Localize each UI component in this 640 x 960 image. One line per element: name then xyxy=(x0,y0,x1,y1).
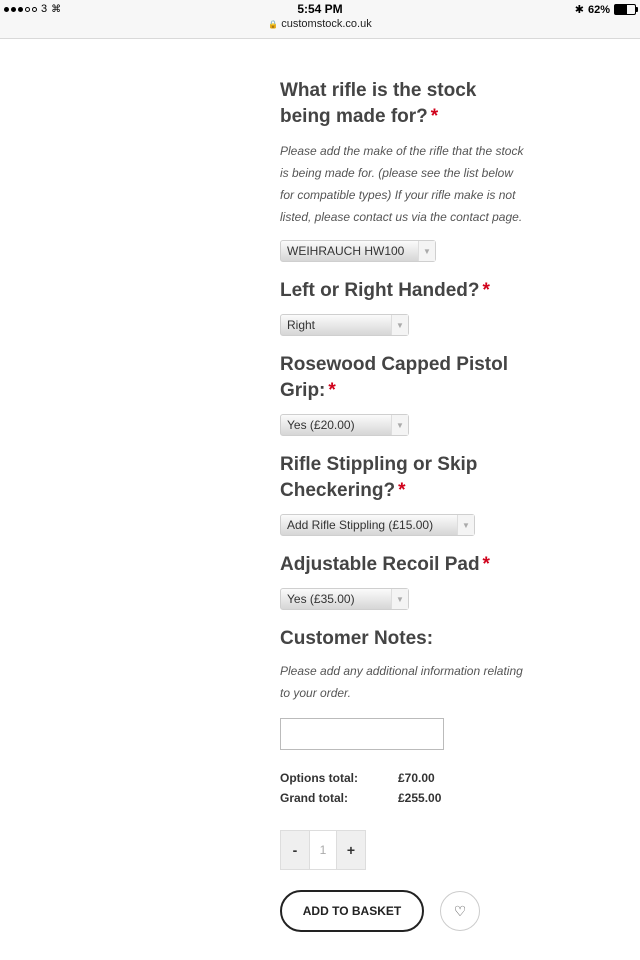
grip-question-title: Rosewood Capped Pistol Grip: * xyxy=(280,354,509,401)
grand-total-label: Grand total: xyxy=(280,791,348,805)
wishlist-button[interactable] xyxy=(440,891,480,931)
grip-select-value: Yes (£20.00) xyxy=(287,418,355,432)
wifi-icon: ⌘ xyxy=(51,3,62,15)
add-to-basket-button[interactable]: ADD TO BASKET xyxy=(280,890,424,932)
quantity-decrease-button[interactable]: - xyxy=(281,831,309,869)
rifle-option xyxy=(280,78,530,262)
stippling-option xyxy=(280,452,530,536)
required-marker: * xyxy=(430,106,439,127)
recoil-question-title: Adjustable Recoil Pad * xyxy=(280,554,490,575)
grand-total-row xyxy=(280,788,530,808)
quantity-increase-button[interactable]: + xyxy=(337,831,365,869)
status-bar xyxy=(0,0,640,39)
required-marker: * xyxy=(328,380,336,401)
options-total-row xyxy=(280,768,530,788)
lock-icon: 🔒 xyxy=(268,20,279,29)
battery-area xyxy=(575,3,636,16)
notes-title: Customer Notes: xyxy=(280,628,434,649)
handed-select-value: Right xyxy=(287,318,316,332)
rifle-description: Please add the make of the rifle that the stock is being made for. (please see the list below for compatible types) If your rifle make is not listed, please contact us via the contact page. xyxy=(280,144,524,224)
grand-total-value: £255.00 xyxy=(398,791,442,805)
carrier-name: 3 xyxy=(41,3,48,15)
rifle-select[interactable] xyxy=(280,240,436,262)
notes-option xyxy=(280,626,530,750)
stippling-question-title: Rifle Stippling or Skip Checkering? * xyxy=(280,454,478,501)
quantity-input[interactable]: 1 xyxy=(309,831,337,869)
notes-description: Please add any additional information relating to your order. xyxy=(280,664,523,700)
chevron-down-icon: ▼ xyxy=(391,415,408,435)
battery-percent: 62% xyxy=(587,3,610,16)
rifle-question-title: What rifle is the stock being made for? * xyxy=(280,80,477,127)
stippling-select[interactable] xyxy=(280,514,475,536)
price-totals xyxy=(280,768,530,808)
chevron-down-icon: ▼ xyxy=(418,241,435,261)
recoil-option xyxy=(280,552,530,610)
handed-option xyxy=(280,278,530,336)
battery-icon xyxy=(614,4,636,15)
grip-select[interactable] xyxy=(280,414,409,436)
bluetooth-icon: ✱ xyxy=(574,4,584,16)
options-total-value: £70.00 xyxy=(398,771,435,785)
handed-select[interactable] xyxy=(280,314,409,336)
chevron-down-icon: ▼ xyxy=(391,315,408,335)
customer-notes-input[interactable] xyxy=(280,718,444,750)
heart-icon: ♡ xyxy=(453,902,467,919)
required-marker: * xyxy=(398,480,406,501)
quantity-stepper xyxy=(280,830,366,870)
handed-question-title: Left or Right Handed? * xyxy=(280,280,490,301)
rifle-select-value: WEIHRAUCH HW100 xyxy=(287,244,405,258)
stippling-select-value: Add Rifle Stippling (£15.00) xyxy=(287,518,434,532)
grip-option xyxy=(280,352,530,436)
clock: 5:54 PM xyxy=(297,2,343,16)
required-marker: * xyxy=(482,554,490,575)
product-actions xyxy=(280,890,530,932)
chevron-down-icon: ▼ xyxy=(391,589,408,609)
recoil-select-value: Yes (£35.00) xyxy=(287,592,355,606)
chevron-down-icon: ▼ xyxy=(457,515,474,535)
recoil-select[interactable] xyxy=(280,588,409,610)
address-bar[interactable] xyxy=(0,18,640,30)
options-total-label: Options total: xyxy=(280,771,358,785)
url-text: customstock.co.uk xyxy=(281,18,372,30)
required-marker: * xyxy=(482,280,490,301)
product-options-form xyxy=(280,78,530,932)
